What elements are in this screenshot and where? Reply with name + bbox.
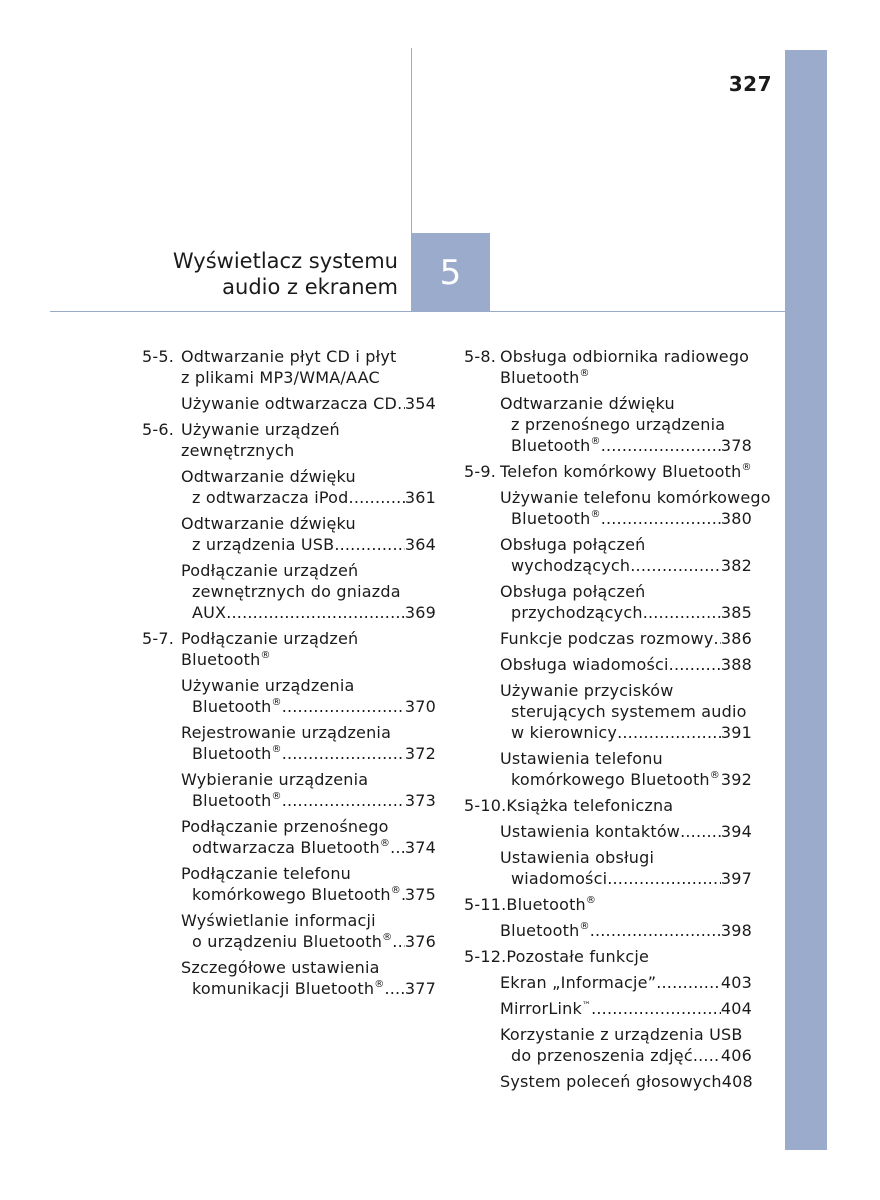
entry-page-number: 373 [404,791,436,810]
entry-last-line [500,722,752,743]
entry-text: System poleceń głosowych [500,1072,722,1091]
entry-text: przychodzących [511,603,643,622]
section-title-line: Odtwarzanie płyt CD i płyt [181,347,397,366]
entry-text: Bluetooth® [192,744,282,763]
entry-last-line [500,920,752,941]
chapter-title-line-1: Wyświetlacz systemu [172,249,398,273]
entry-last-line [181,884,436,905]
entry-last-line [500,654,752,675]
section-number: 5-12. [464,947,507,966]
entry-text: Używanie odtwarzacza CD [181,394,398,413]
section-title-line: Obsługa odbiornika radiowego [500,347,750,366]
entry-text: do przenoszenia zdjęć [511,1046,693,1065]
dot-leader [601,508,721,529]
dot-leader [591,998,721,1019]
entry-page-number: 380 [720,509,752,528]
toc-entry[interactable] [500,628,752,649]
section-number: 5-7. [142,629,175,648]
entry-last-line [500,1045,752,1066]
entry-text: z odtwarzacza iPod [192,488,349,507]
entry-page-number: 361 [404,488,436,507]
entry-text: z urządzenia USB [192,535,335,554]
entry-text-line: Obsługa połączeń [500,535,646,554]
section-title-line: Pozostałe funkcje [506,947,650,966]
entry-page-number: 370 [404,697,436,716]
dot-leader [680,821,721,842]
entry-text: Bluetooth® [192,791,282,810]
dot-leader [349,487,405,508]
entry-last-line [181,487,436,508]
entry-last-line [500,555,752,576]
entry-page-number: 397 [720,869,752,888]
entry-text-line: Ustawienia obsługi [500,848,655,867]
toc-entry[interactable] [181,513,436,555]
entry-text-line: Obsługa połączeń [500,582,646,601]
entry-text-line: sterujących systemem audio [511,702,747,721]
entry-text-line: Podłączanie przenośnego [181,817,389,836]
entry-page-number: 364 [404,535,436,554]
toc-entry[interactable] [500,998,752,1019]
entry-page-number: 375 [404,885,436,904]
entry-page-number: 377 [404,979,436,998]
section-title [506,894,752,915]
toc-entry[interactable] [500,748,752,790]
toc-entry[interactable] [500,821,752,842]
entry-text-line: zewnętrznych do gniazda [192,582,401,601]
entry-page-number: 378 [720,436,752,455]
entry-last-line [500,821,752,842]
section-title-line: Używanie urządzeń [181,420,340,439]
section-number: 5-8. [464,347,497,366]
dot-leader [282,743,405,764]
toc-entry[interactable] [500,1071,752,1092]
dot-leader [601,435,721,456]
entry-last-line [181,696,436,717]
entry-text: komunikacji Bluetooth® [192,979,385,998]
toc-left-column [142,346,436,1004]
entry-page-number: 394 [720,822,752,841]
toc-entry[interactable] [500,534,752,576]
entry-last-line [500,769,752,790]
section-number: 5-11. [464,895,507,914]
entry-text-line: Podłączanie telefonu [181,864,351,883]
section-title-line: Telefon komórkowy Bluetooth® [500,462,752,481]
section-number: 5-6. [142,420,175,439]
entry-page-number: 376 [404,932,436,951]
dot-leader [656,972,721,993]
entry-page-number: 372 [404,744,436,763]
entry-last-line [500,1071,752,1092]
toc-entry[interactable] [500,654,752,675]
section-title-line: z plikami MP3/WMA/AAC [181,368,380,387]
entry-page-number: 385 [720,603,752,622]
dot-leader [669,654,721,675]
chapter-title-line-2: audio z ekranem [222,275,398,299]
entry-last-line [500,998,752,1019]
chapter-title [173,248,398,300]
dot-leader [226,602,405,623]
toc-entry[interactable] [181,560,436,623]
dot-leader [693,1045,721,1066]
entry-text: w kierownicy [511,723,618,742]
entry-page-number: 391 [720,723,752,742]
section-title-line: Książka telefoniczna [506,796,674,815]
entry-text-line: Używanie telefonu komórkowego [500,488,771,507]
entry-last-line [181,534,436,555]
toc-entry[interactable] [181,675,436,717]
toc-entry[interactable] [500,847,752,889]
entry-last-line [181,931,436,952]
toc-section [142,628,436,670]
entry-page-number: 369 [404,603,436,622]
dot-leader [282,696,405,717]
entry-text: wiadomości [511,869,608,888]
dot-leader [617,722,721,743]
entry-text-line: Odtwarzanie dźwięku [181,467,356,486]
section-title [181,628,436,670]
toc-entry[interactable] [500,393,752,456]
entry-text: Ekran „Informacje” [500,973,657,992]
entry-text-line: Rejestrowanie urządzenia [181,723,392,742]
toc-section [464,894,752,915]
entry-last-line [500,602,752,623]
dot-leader [334,534,405,555]
entry-last-line [181,602,436,623]
dot-leader [607,868,721,889]
entry-page-number: 392 [720,770,752,789]
entry-last-line [181,393,436,414]
toc-entry[interactable] [181,769,436,811]
entry-page-number: 388 [720,655,752,674]
toc-entry[interactable] [500,1024,752,1066]
entry-page-number: 403 [720,973,752,992]
entry-text: MirrorLink™ [500,999,592,1018]
entry-text-line: Ustawienia telefonu [500,749,663,768]
dot-leader [282,790,405,811]
section-number: 5-9. [464,462,497,481]
entry-text-line: Wybieranie urządzenia [181,770,369,789]
toc-entry[interactable] [181,957,436,999]
toc-entry[interactable] [181,466,436,508]
entry-page-number: 374 [404,838,436,857]
entry-text: odtwarzacza Bluetooth® [192,838,391,857]
toc-section [464,461,752,482]
entry-text-line: Odtwarzanie dźwięku [181,514,356,533]
entry-text: Bluetooth® [511,509,601,528]
toc-section [464,346,752,388]
dot-leader [392,931,405,952]
entry-page-number: 398 [720,921,752,940]
toc-entry[interactable] [500,581,752,623]
toc-entry[interactable] [181,393,436,414]
toc-section [142,346,436,388]
entry-text: Bluetooth® [192,697,282,716]
toc-section [464,946,752,967]
entry-text-line: Wyświetlanie informacji [181,911,376,930]
section-number: 5-10. [464,796,507,815]
toc-entry[interactable] [500,972,752,993]
entry-last-line [181,837,436,858]
entry-last-line [181,978,436,999]
entry-text: o urządzeniu Bluetooth® [192,932,393,951]
section-title-line: zewnętrznych [181,441,295,460]
entry-text: Funkcje podczas rozmowy [500,629,714,648]
entry-text-line: Szczegółowe ustawienia [181,958,380,977]
entry-last-line [181,743,436,764]
section-title [506,795,752,816]
entry-page-number: 406 [720,1046,752,1065]
section-title-line: Podłączanie urządzeń [181,629,359,648]
page-number: 327 [728,72,772,96]
entry-text: Obsługa wiadomości [500,655,669,674]
chapter-number-box [411,233,490,312]
entry-last-line [500,868,752,889]
entry-page-number: 408 [721,1072,753,1091]
chapter-number: 5 [439,252,462,293]
chapter-side-tab [785,50,827,1150]
section-title [506,946,752,967]
toc-section [464,795,752,816]
section-title [500,461,752,482]
section-title [500,346,752,388]
dot-leader [384,978,404,999]
entry-text: Bluetooth® [500,921,590,940]
dot-leader [630,555,721,576]
toc-entry[interactable] [181,863,436,905]
section-title-line: Bluetooth® [181,650,271,669]
toc-entry[interactable] [500,920,752,941]
section-title-line: Bluetooth® [506,895,597,914]
entry-text: Bluetooth® [511,436,601,455]
entry-text-line: Korzystanie z urządzenia USB [500,1025,743,1044]
section-number: 5-5. [142,347,175,366]
entry-text-line: Podłączanie urządzeń [181,561,359,580]
entry-text: wychodzących [511,556,631,575]
entry-last-line [500,508,752,529]
dot-leader [643,602,721,623]
section-title-line: Bluetooth® [500,368,590,387]
entry-page-number: 386 [720,629,752,648]
entry-text-line: Odtwarzanie dźwięku [500,394,675,413]
entry-page-number: 404 [720,999,752,1018]
toc-entry[interactable] [181,910,436,952]
header-vertical-rule [411,48,412,233]
entry-last-line [500,435,752,456]
entry-last-line [500,628,752,649]
toc-entry[interactable] [500,680,752,743]
section-title [181,346,436,388]
toc-entry[interactable] [500,487,771,529]
dot-leader [590,920,721,941]
entry-text: komórkowego Bluetooth® [511,770,720,789]
dot-leader [390,837,405,858]
dot-leader [714,628,721,649]
dot-leader [397,393,405,414]
toc-entry[interactable] [181,816,436,858]
entry-text: Ustawienia kontaktów [500,822,681,841]
entry-page-number: 382 [720,556,752,575]
entry-page-number: 354 [404,394,436,413]
entry-text: komórkowego Bluetooth® [192,885,401,904]
entry-text: AUX [192,603,227,622]
entry-last-line [500,972,752,993]
entry-text-line: Używanie urządzenia [181,676,355,695]
entry-text-line: z przenośnego urządzenia [511,415,726,434]
toc-section [142,419,436,461]
toc-entry[interactable] [181,722,436,764]
entry-last-line [181,790,436,811]
toc-right-column [464,346,771,1097]
section-title [181,419,436,461]
entry-text-line: Używanie przycisków [500,681,674,700]
